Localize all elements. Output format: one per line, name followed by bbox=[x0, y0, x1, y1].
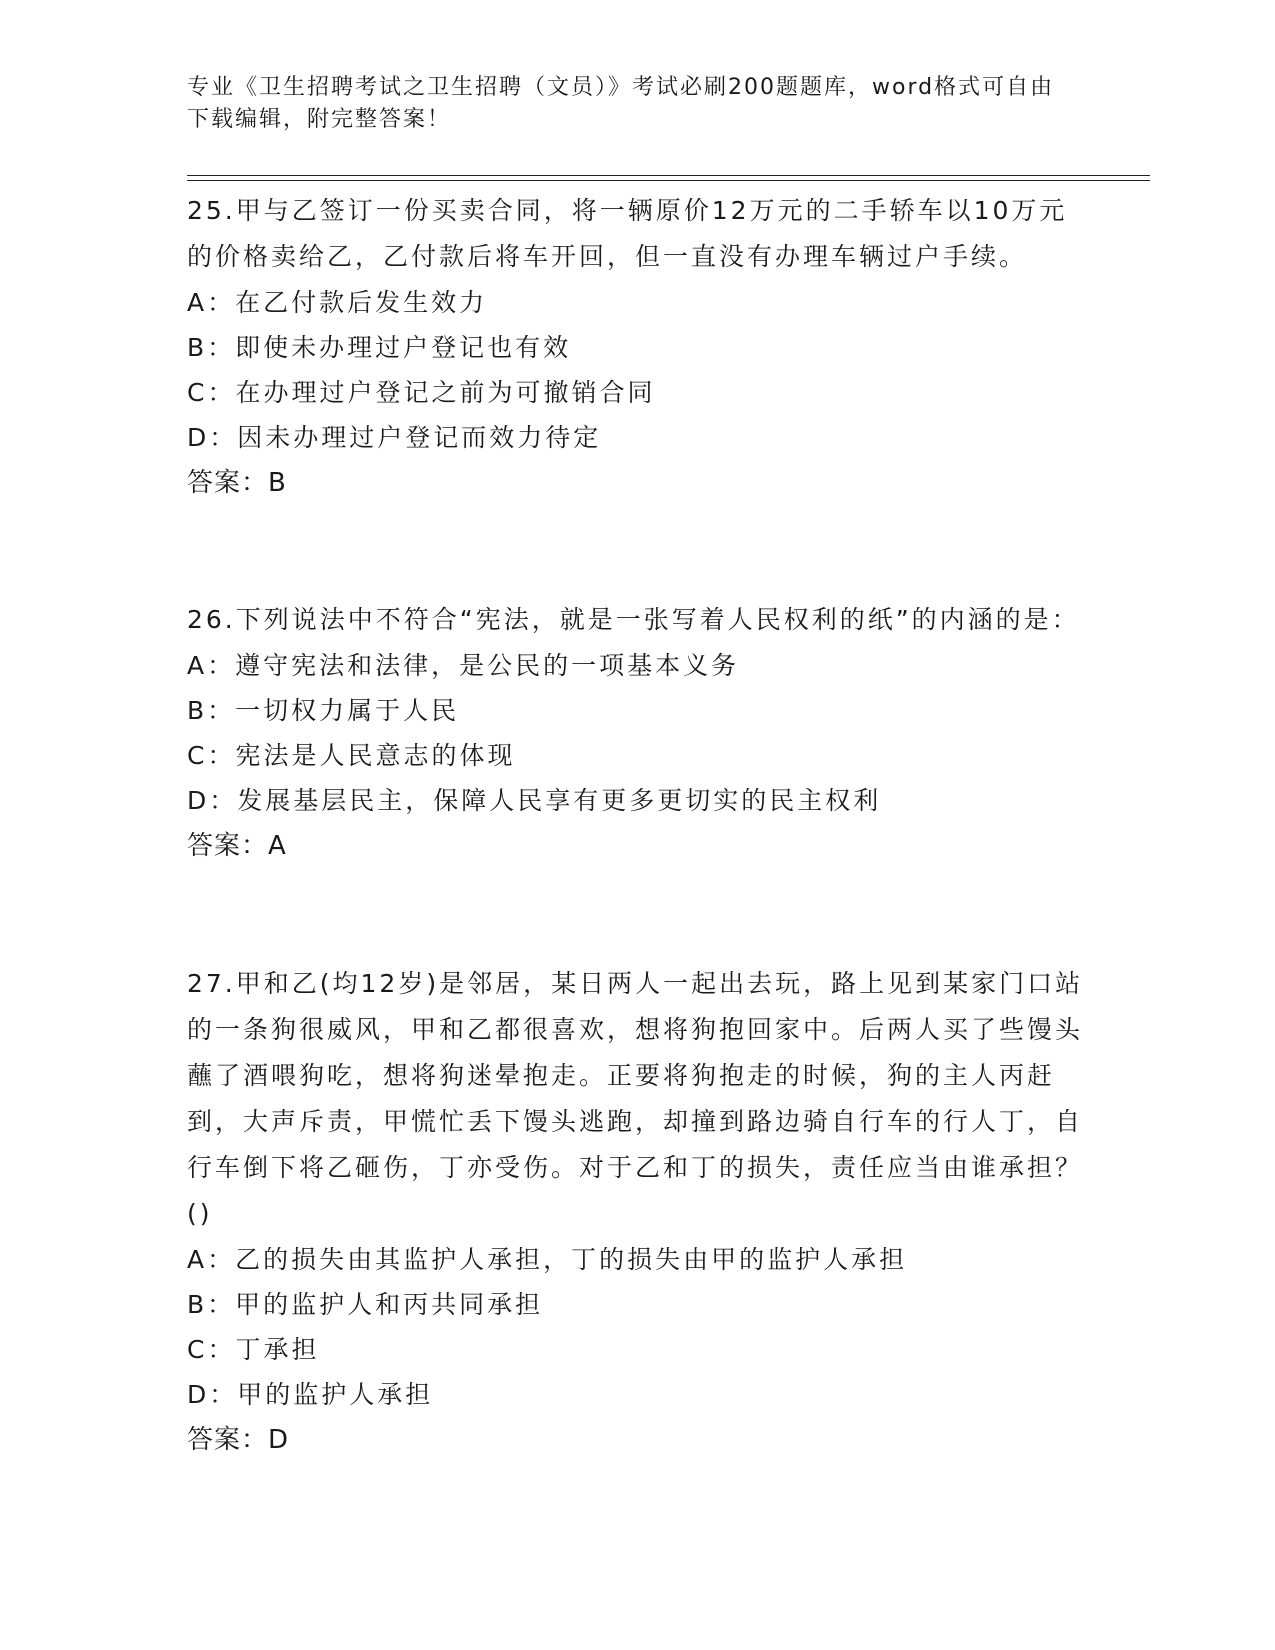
option-c: C：丁承担 bbox=[187, 1335, 320, 1364]
header-divider-top bbox=[187, 175, 1150, 176]
option-d: D：甲的监护人承担 bbox=[187, 1380, 434, 1409]
question-25 bbox=[187, 188, 1087, 506]
option-b: B：即使未办理过户登记也有效 bbox=[187, 333, 572, 362]
header-divider-bottom bbox=[187, 180, 1150, 181]
question-stem: 26.下列说法中不符合“宪法，就是一张写着人民权利的纸”的内涵的是： bbox=[187, 605, 1080, 634]
option-c: C：宪法是人民意志的体现 bbox=[187, 741, 516, 770]
question-27 bbox=[187, 961, 1087, 1463]
option-d: D：发展基层民主，保障人民享有更多更切实的民主权利 bbox=[187, 786, 882, 815]
question-stem: 25.甲与乙签订一份买卖合同，将一辆原价12万元的二手轿车以10万元的价格卖给乙，乙付款后将车开回，但一直没有办理车辆过户手续。 bbox=[187, 196, 1068, 271]
question-26 bbox=[187, 597, 1087, 869]
option-c: C：在办理过户登记之前为可撤销合同 bbox=[187, 378, 656, 407]
header-text: 专业《卫生招聘考试之卫生招聘（文员）》考试必刷200题题库，word格式可自由下载编辑，附完整答案！ bbox=[187, 75, 1055, 132]
option-a: A：遵守宪法和法律，是公民的一项基本义务 bbox=[187, 651, 740, 680]
option-d: D：因未办理过户登记而效力待定 bbox=[187, 423, 602, 452]
answer-line: 答案：D bbox=[187, 1425, 290, 1455]
option-b: B：甲的监护人和丙共同承担 bbox=[187, 1290, 544, 1319]
answer-line: 答案：B bbox=[187, 468, 287, 498]
answer-line: 答案：A bbox=[187, 831, 287, 861]
question-stem: 27.甲和乙(均12岁)是邻居，某日两人一起出去玩，路上见到某家门口站的一条狗很威风，甲和乙都很喜欢，想将狗抱回家中。后两人买了些馒头蘸了酒喂狗吃，想将狗迷晕抱走。正要将狗抱走的时候，狗的主人丙赶到，大声斥责，甲慌忙丢下馒头逃跑，却撞到路边骑自行车的行人丁，自行车倒下将乙砸伤，丁亦受伤。对于乙和丁的损失，责任应当由谁承担？() bbox=[187, 969, 1084, 1228]
option-b: B：一切权力属于人民 bbox=[187, 696, 460, 725]
document-header bbox=[187, 72, 1077, 136]
option-a: A：乙的损失由其监护人承担，丁的损失由甲的监护人承担 bbox=[187, 1245, 908, 1274]
option-a: A：在乙付款后发生效力 bbox=[187, 288, 488, 317]
